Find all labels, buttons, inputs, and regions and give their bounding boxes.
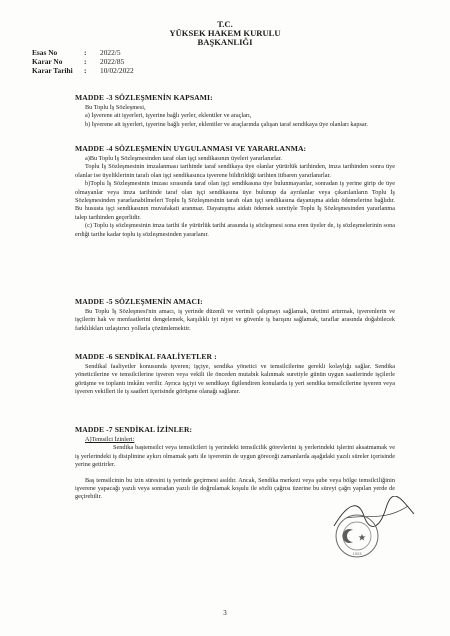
madde5-title: MADDE -5 SÖZLEŞMENİN AMACI: [75,297,203,306]
header-department: BAŞKANLIĞI [197,37,253,47]
meta-karar: Karar No : 2022/85 [32,57,125,66]
madde7-p1: Sendika baştemsilci veya temsilcileri iş yerindeki temsilcilik görevlerini iş yerlerindeki işlerini aksatmamak ve iş yerlerindeki iş disiplinine aykırı olmamak şartı ile işverenin de uygun göreceği zamanlarda aşağıdaki yazılı süreler içerisinde yerine getirirler. [75,444,395,469]
meta-karar-tarihi: Karar Tarihi : 10/02/2022 [32,66,134,75]
official-seal-icon [334,513,380,559]
page-number: 3 [223,609,227,617]
header-tc: T.C. [217,19,233,29]
madde6-body [75,363,395,397]
madde6-title: MADDE -6 SENDİKAL FAALİYETLER : [75,352,217,361]
madde3-p1: Bu Toplu İş Sözleşmesi, [85,104,146,111]
madde7-title: MADDE -7 SENDİKAL İZİNLER: [75,425,193,434]
madde6-p1: Sendikal faaliyetler konusunda işveren; işçiye, sendika yönetici ve temsilcilerine gerekli kolaylığı sağlar. Sendika yöneticilerine ve temsilcilerine işveren veya vekili ile önceden mutabık kalınmak suretiyle günün uygun saatlerinde işçilerle görüşme ve toplantı imkânı verilir. Ayrıca işçiyi ve sendikayı ilgilendiren konularda iş yeri sendika temsilcilerine işveren veya işveren vekilleri ile iş saatleri içerisinde görüşme olanağı sağlanır. [75,363,395,396]
madde5-p1: Bu Toplu İş Sözleşmesi'nin amacı, iş yerinde düzenli ve verimli çalışmayı sağlamak, üretimi artırmak, işverenlerin ve işçilerin hak ve menfaatlerini dengelemek, karşılıklı iyi niyet ve güvenle iş barışını sağlamak, taraflar arasında doğabilecek farklılıkları uzlaştırıcı yollarla çözümlemektir. [75,308,395,332]
madde3-title: MADDE -3 SÖZLEŞMENİN KAPSAMI: [75,93,213,102]
madde7-body [75,436,395,502]
seal-year: 1923 [352,551,362,556]
madde4-p1: a)Bu Toplu İş Sözleşmesinden taraf olan işçi sendikasının üyeleri yararlanırlar. [85,155,282,162]
madde4-p3: b)Toplu İş Sözleşmesinin imzası sırasında taraf olan işçi sendikasına üye bulunmayanlar, sonradan iş yerine girip de üye olmayanlar veya imza tarihinde taraf olan işçi sendikasına üye bulunup da ayrılanlar veya çıkarılanların Toplu İş Sözleşmesinden yararlanabilmeleri Toplu İş Sözleşmesinin tarafı olan işçi sendikasına dayanışma aidatı ödemelerine bağlıdır. Bu hususta işçi sendikasının muvafakati aranmaz. Dayanışma aidatı ödemek suretiyle Toplu İş Sözleşmesinden yararlanma talep tarihinden geçerlidir. [75,180,395,221]
madde3-p3: b) İşverene ait işyerleri, işyerine bağlı yerler, eklentiler ve araçlarında çalışan taraf sendikaya üye olanları kapsar. [85,120,368,128]
madde7-subtitle: A)Temsilci İzinleri: [85,436,135,443]
madde4-title: MADDE -4 SÖZLEŞMENİN UYGULANMASI VE YARARLANMA: [75,144,307,153]
madde7-p2: Baş temsilcinin bu izin süresini iş yerinde geçirmesi asıldır. Ancak, Sendika merkezi veya şube veya bölge temsilciliğinin işverene yapacağı yazılı veya sonradan yazılı ile doğrulamak koşulu ile sözlü çağrısı üzerine bu süreyi çağrı yapılan yerde de geçirebilir. [75,476,395,501]
madde5-body [75,308,395,333]
madde4-p2: Toplu İş Sözleşmesinin imzalanması tarihinde taraf sendikaya üye olanlar yürürlük tarihinden, imza tarihinden sonra üye olanlar ise üyeliklerinin tarafı olan işçi sendikasınca işverene bildirildiği tarihten itibaren yararlanırlar. [75,163,395,179]
header-institution: YÜKSEK HAKEM KURULU [169,28,281,38]
madde3-p2: a) İşverene ait işyerleri, işyerine bağlı yerler, eklentiler ve araçları, [85,112,252,120]
meta-esas: Esas No : 2022/5 [32,48,121,57]
madde4-p4: (c) Toplu iş sözleşmesinin imza tarihi ile yürürlük tarihi arasında iş sözleşmesi sona eren üyeler de, iş sözleşmelerinin sona erdiği tarihe kadar toplu iş sözleşmesinden yararlanır. [75,222,395,238]
madde3-body [75,104,395,129]
madde4-body [75,155,395,239]
